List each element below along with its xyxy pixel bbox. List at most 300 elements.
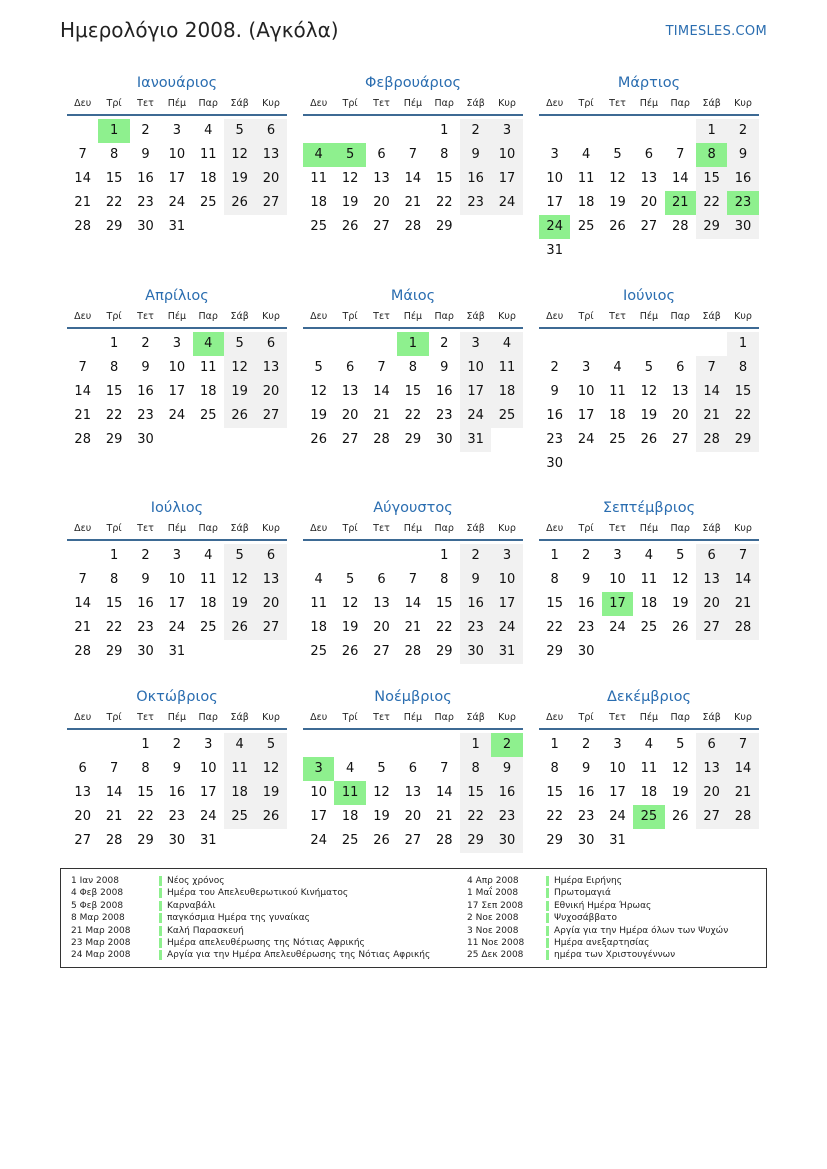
weekday-label: Τετ [137, 311, 154, 322]
weekday-header [67, 94, 287, 116]
day-cell: 2 [550, 360, 559, 375]
empty-cell [570, 332, 601, 356]
month-name: Νοέμβριος [374, 689, 452, 705]
day-cell: 3 [491, 119, 522, 143]
day-cell: 22 [696, 191, 727, 215]
day-grid [539, 119, 759, 263]
day-cell: 23 [137, 620, 154, 635]
day-cell: 30 [577, 644, 595, 659]
day-cell: 5 [345, 572, 355, 587]
day-cell: 19 [640, 408, 658, 423]
day-cell: 4 [613, 360, 622, 375]
legend-date: 24 Μαρ 2008 [71, 950, 131, 961]
day-cell: 11 [640, 572, 658, 587]
day-cell: 19 [341, 620, 359, 635]
day-cell: 24 [491, 191, 522, 215]
day-cell: 31 [609, 833, 626, 848]
legend-holiday-name: Ημέρα ανεξαρτησίας [554, 937, 650, 948]
legend-holiday-name: Ψυχοσάββατο [554, 913, 617, 924]
day-cell: 12 [640, 384, 658, 399]
day-cell: 12 [224, 143, 255, 167]
weekday-label: Δευ [74, 712, 92, 723]
day-cell: 16 [577, 785, 595, 800]
day-cell: 12 [310, 384, 327, 399]
day-cell: 4 [314, 572, 323, 587]
day-cell: 2 [460, 119, 491, 143]
empty-cell [366, 733, 397, 757]
legend-date: 5 Φεβ 2008 [71, 900, 124, 911]
day-cell: 6 [345, 360, 355, 375]
legend-holiday-name: Εθνική Ημέρα Ήρωας [554, 900, 652, 911]
legend-date: 4 Φεβ 2008 [71, 888, 124, 899]
legend-item [467, 887, 757, 899]
day-grid [67, 119, 287, 239]
day-cell: 6 [255, 332, 286, 356]
day-cell: 20 [341, 408, 359, 423]
day-cell: 5 [314, 360, 323, 375]
day-cell: 15 [435, 596, 453, 611]
day-cell: 4 [204, 123, 213, 138]
legend-item [467, 912, 757, 924]
day-cell: 14 [435, 785, 453, 800]
day-cell: 26 [310, 432, 327, 447]
empty-cell [67, 733, 98, 757]
day-cell: 20 [671, 408, 689, 423]
day-cell: 17 [310, 809, 327, 824]
weekday-label: Πέμ [167, 311, 187, 322]
day-cell: 8 [408, 360, 417, 375]
day-cell: 12 [255, 757, 286, 781]
legend-holiday-name: Ημέρα του Απελευθερωτικού Κινήματος [167, 888, 349, 899]
day-cell: 9 [460, 143, 491, 167]
weekday-label: Πέμ [639, 523, 659, 534]
day-cell: 13 [255, 143, 286, 167]
legend-holiday-name: Νέος χρόνος [167, 876, 225, 886]
day-cell: 11 [199, 360, 217, 375]
weekday-label: Πέμ [639, 311, 659, 322]
day-cell: 31 [546, 243, 563, 258]
day-cell: 14 [727, 757, 758, 781]
day-cell: 6 [377, 147, 386, 162]
day-cell: 2 [172, 737, 181, 752]
day-cell: 15 [460, 781, 491, 805]
weekday-label: Τρί [342, 712, 358, 723]
day-cell: 14 [74, 596, 91, 611]
day-cell: 25 [199, 620, 217, 635]
day-cell: 14 [74, 171, 91, 186]
weekday-label: Παρ [198, 712, 218, 723]
day-cell: 14 [727, 568, 758, 592]
weekday-label: Κυρ [734, 712, 752, 723]
day-cell: 6 [696, 544, 727, 568]
weekday-header [67, 708, 287, 730]
empty-cell [366, 544, 397, 568]
day-cell: 16 [546, 408, 563, 423]
day-cell: 4 [644, 548, 653, 563]
day-cell: 1 [460, 733, 491, 757]
day-cell: 16 [168, 785, 186, 800]
legend-date: 2 Νοε 2008 [467, 913, 519, 924]
day-cell: 30 [137, 432, 154, 447]
legend-date: 25 Δεκ 2008 [467, 950, 524, 961]
legend-item [467, 949, 757, 961]
day-cell: 13 [255, 568, 286, 592]
day-cell: 19 [671, 596, 689, 611]
day-cell: 20 [373, 620, 390, 635]
day-cell: 16 [137, 596, 154, 611]
day-cell: 23 [491, 805, 522, 829]
day-cell: 20 [373, 195, 390, 210]
day-cell: 24 [168, 620, 186, 635]
day-cell: 5 [224, 332, 255, 356]
empty-cell [67, 544, 98, 568]
empty-cell [366, 119, 397, 143]
weekday-label: Σάβ [466, 712, 485, 723]
day-cell: 12 [373, 785, 390, 800]
day-cell: 21 [373, 408, 390, 423]
weekday-label: Κυρ [498, 311, 516, 322]
day-grid [539, 332, 759, 476]
day-cell: 25 [310, 644, 327, 659]
weekday-label: Παρ [434, 311, 454, 322]
day-cell: 20 [255, 592, 286, 616]
day-cell: 24 [310, 833, 327, 848]
day-cell: 6 [408, 761, 417, 776]
weekday-label: Δευ [546, 523, 564, 534]
empty-cell [303, 332, 334, 356]
weekday-label: Σάβ [230, 523, 249, 534]
weekday-header [303, 519, 523, 541]
weekday-label: Τετ [609, 98, 626, 109]
weekday-label: Πέμ [167, 523, 187, 534]
day-cell: 5 [224, 119, 255, 143]
day-cell: 10 [577, 384, 595, 399]
day-cell: 30 [168, 833, 186, 848]
day-cell: 1 [109, 336, 119, 351]
day-cell: 1 [109, 548, 119, 563]
day-cell: 20 [696, 781, 727, 805]
legend-date: 8 Μαρ 2008 [71, 913, 125, 924]
empty-cell [334, 119, 365, 143]
weekday-label: Τετ [137, 712, 154, 723]
day-cell: 29 [696, 215, 727, 239]
day-cell: 9 [141, 572, 150, 587]
weekday-label: Κυρ [498, 98, 516, 109]
day-cell: 30 [491, 829, 522, 853]
weekday-label: Πέμ [403, 523, 423, 534]
day-cell: 26 [609, 219, 626, 234]
day-cell: 26 [671, 620, 689, 635]
month-block [539, 285, 759, 476]
day-cell: 12 [341, 171, 359, 186]
day-cell: 14 [373, 384, 390, 399]
day-cell: 24 [609, 809, 626, 824]
weekday-label: Τετ [373, 523, 390, 534]
day-cell: 4 [204, 548, 213, 563]
day-cell: 29 [546, 644, 563, 659]
weekday-label: Τετ [609, 523, 626, 534]
day-cell: 28 [727, 616, 758, 640]
day-cell: 17 [168, 171, 186, 186]
holiday-day: 24 [539, 215, 570, 239]
day-cell: 6 [377, 572, 386, 587]
day-cell: 14 [404, 171, 422, 186]
legend-item [71, 937, 461, 949]
day-cell: 1 [440, 123, 449, 138]
day-cell: 15 [105, 384, 123, 399]
day-cell: 18 [199, 171, 217, 186]
empty-cell [633, 332, 664, 356]
day-cell: 22 [105, 195, 123, 210]
weekday-label: Κυρ [734, 98, 752, 109]
day-cell: 23 [435, 408, 453, 423]
empty-cell [602, 332, 633, 356]
day-cell: 10 [199, 761, 217, 776]
legend-marker [159, 950, 162, 960]
day-cell: 13 [341, 384, 359, 399]
day-cell: 3 [204, 737, 213, 752]
day-cell: 9 [172, 761, 181, 776]
legend-item [71, 900, 461, 912]
day-cell: 6 [255, 544, 286, 568]
weekday-label: Πέμ [639, 712, 659, 723]
day-cell: 7 [676, 147, 685, 162]
day-cell: 15 [404, 384, 422, 399]
month-block [67, 72, 287, 239]
day-cell: 9 [141, 147, 150, 162]
day-cell: 28 [74, 219, 91, 234]
day-cell: 26 [341, 644, 359, 659]
month-block [303, 497, 523, 664]
day-cell: 20 [74, 809, 91, 824]
legend-date: 21 Μαρ 2008 [71, 925, 131, 936]
day-cell: 16 [577, 596, 595, 611]
day-cell: 1 [550, 737, 559, 752]
day-cell: 28 [435, 833, 453, 848]
weekday-header [303, 708, 523, 730]
holiday-day: 4 [303, 143, 334, 167]
day-cell: 20 [255, 380, 286, 404]
weekday-label: Δευ [310, 523, 328, 534]
day-cell: 24 [491, 616, 522, 640]
legend-holiday-name: Ημέρα απελευθέρωσης της Νότιας Αφρικής [167, 937, 365, 948]
day-cell: 11 [609, 384, 626, 399]
weekday-label: Πέμ [403, 712, 423, 723]
day-cell: 5 [255, 733, 286, 757]
site-link[interactable]: TIMESLES.COM [665, 24, 767, 39]
weekday-label: Τετ [373, 311, 390, 322]
day-cell: 8 [109, 360, 119, 375]
day-cell: 27 [255, 616, 286, 640]
day-grid [539, 544, 759, 664]
day-cell: 6 [696, 733, 727, 757]
day-cell: 21 [727, 592, 758, 616]
legend-date: 11 Νοε 2008 [467, 937, 525, 948]
weekday-label: Κυρ [262, 523, 280, 534]
day-cell: 2 [581, 548, 591, 563]
weekday-label: Δευ [74, 98, 92, 109]
day-cell: 12 [609, 171, 626, 186]
day-cell: 27 [373, 644, 390, 659]
weekday-label: Κυρ [262, 98, 280, 109]
month-name: Σεπτέμβριος [602, 500, 696, 516]
day-cell: 2 [440, 336, 449, 351]
day-cell: 27 [404, 833, 422, 848]
day-cell: 17 [199, 785, 217, 800]
day-cell: 6 [255, 119, 286, 143]
weekday-label: Κυρ [734, 523, 752, 534]
day-cell: 29 [137, 833, 154, 848]
legend-holiday-name: Καρναβάλι [167, 900, 216, 911]
day-cell: 26 [224, 191, 255, 215]
legend-holiday-name: παγκόσμια Ημέρα της γυναίκας [167, 913, 310, 924]
legend-marker [159, 926, 162, 936]
day-cell: 25 [199, 195, 217, 210]
day-cell: 26 [671, 809, 689, 824]
day-cell: 9 [550, 384, 559, 399]
day-cell: 13 [373, 171, 390, 186]
day-cell: 11 [577, 171, 595, 186]
day-cell: 11 [310, 171, 327, 186]
day-cell: 23 [546, 432, 563, 447]
legend-holiday-name: Καλή Παρασκευή [167, 925, 244, 936]
weekday-label: Σάβ [702, 311, 721, 322]
weekday-label: Τετ [137, 98, 154, 109]
legend-marker [159, 876, 162, 886]
day-cell: 8 [550, 572, 559, 587]
day-cell: 18 [640, 596, 658, 611]
day-cell: 13 [74, 785, 91, 800]
month-name: Μάρτιος [617, 75, 681, 91]
month-name: Αύγουστος [373, 500, 453, 516]
weekday-header [539, 307, 759, 329]
legend-marker [546, 926, 549, 936]
holiday-day: 17 [602, 592, 633, 616]
day-cell: 19 [255, 781, 286, 805]
day-cell: 8 [460, 757, 491, 781]
day-cell: 13 [671, 384, 689, 399]
day-cell: 26 [224, 616, 255, 640]
weekday-label: Τρί [342, 98, 358, 109]
empty-cell [570, 119, 601, 143]
day-cell: 23 [460, 616, 491, 640]
month-block [303, 686, 523, 853]
day-cell: 30 [577, 833, 595, 848]
day-grid [67, 332, 287, 452]
day-cell: 9 [440, 360, 449, 375]
day-cell: 27 [671, 432, 689, 447]
day-cell: 7 [109, 761, 119, 776]
legend-date: 17 Σεπ 2008 [467, 900, 524, 911]
month-name: Δεκέμβριος [606, 689, 692, 705]
day-cell: 3 [550, 147, 559, 162]
day-cell: 5 [676, 737, 685, 752]
empty-cell [665, 119, 696, 143]
day-cell: 5 [676, 548, 685, 563]
day-cell: 23 [137, 408, 154, 423]
weekday-label: Σάβ [230, 712, 249, 723]
day-cell: 11 [310, 596, 327, 611]
day-cell: 1 [141, 737, 150, 752]
day-cell: 5 [613, 147, 622, 162]
day-cell: 14 [671, 171, 689, 186]
day-cell: 24 [577, 432, 595, 447]
weekday-label: Παρ [434, 712, 454, 723]
month-block [303, 285, 523, 452]
day-cell: 11 [199, 572, 217, 587]
day-cell: 20 [696, 592, 727, 616]
day-cell: 2 [727, 119, 758, 143]
empty-cell [334, 332, 365, 356]
weekday-label: Σάβ [702, 712, 721, 723]
weekday-label: Παρ [670, 523, 690, 534]
day-cell: 13 [404, 785, 422, 800]
day-cell: 26 [373, 833, 390, 848]
legend-item [71, 949, 461, 961]
day-cell: 15 [435, 171, 453, 186]
day-cell: 17 [609, 785, 626, 800]
day-cell: 13 [640, 171, 658, 186]
day-cell: 10 [491, 568, 522, 592]
empty-cell [397, 119, 428, 143]
weekday-label: Τετ [609, 311, 626, 322]
day-cell: 15 [696, 167, 727, 191]
weekday-label: Κυρ [498, 712, 516, 723]
day-cell: 7 [696, 356, 727, 380]
holiday-day: 21 [665, 191, 696, 215]
empty-cell [539, 332, 570, 356]
weekday-header [539, 94, 759, 116]
day-cell: 30 [546, 456, 563, 471]
weekday-label: Τρί [578, 311, 594, 322]
day-cell: 23 [460, 191, 491, 215]
day-cell: 27 [696, 805, 727, 829]
legend-holiday-name: ημέρα των Χριστουγέννων [554, 950, 676, 961]
weekday-label: Δευ [74, 523, 92, 534]
day-cell: 26 [255, 805, 286, 829]
day-cell: 7 [78, 147, 87, 162]
legend-item [467, 925, 757, 937]
day-cell: 18 [491, 380, 522, 404]
day-cell: 27 [255, 404, 286, 428]
day-cell: 27 [373, 219, 390, 234]
weekday-header [539, 708, 759, 730]
day-cell: 7 [377, 360, 386, 375]
day-cell: 29 [404, 432, 422, 447]
day-cell: 9 [141, 360, 150, 375]
weekday-label: Τρί [578, 523, 594, 534]
weekday-label: Τρί [106, 712, 122, 723]
day-cell: 4 [644, 737, 653, 752]
weekday-label: Παρ [670, 712, 690, 723]
day-cell: 12 [671, 761, 689, 776]
day-cell: 16 [727, 167, 758, 191]
day-cell: 9 [460, 568, 491, 592]
day-cell: 27 [696, 616, 727, 640]
weekday-label: Κυρ [498, 523, 516, 534]
weekday-label: Πέμ [403, 311, 423, 322]
day-cell: 25 [310, 219, 327, 234]
weekday-label: Παρ [670, 311, 690, 322]
day-cell: 21 [404, 620, 422, 635]
day-cell: 26 [224, 404, 255, 428]
empty-cell [366, 332, 397, 356]
day-cell: 19 [671, 785, 689, 800]
empty-cell [539, 119, 570, 143]
day-cell: 28 [671, 219, 689, 234]
weekday-label: Τετ [373, 712, 390, 723]
month-name: Απρίλιος [145, 288, 209, 304]
